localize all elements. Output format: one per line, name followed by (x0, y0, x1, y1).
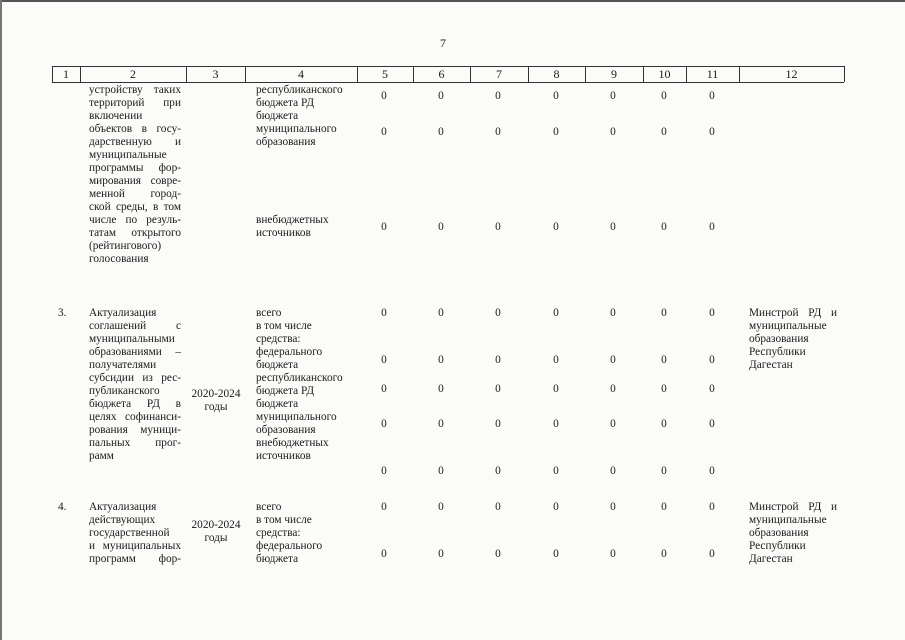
text-line: бюджета (256, 110, 299, 122)
value-cell: 0 (381, 354, 387, 366)
text-line: бюджета (256, 359, 299, 371)
header-col-10: 10 (658, 67, 671, 81)
description (89, 84, 181, 266)
text-line: республиканского (256, 84, 343, 96)
funding-source (256, 307, 356, 463)
text-line: муниципальные (89, 149, 167, 161)
value-cell: 0 (610, 418, 616, 430)
value-cell: 0 (553, 90, 559, 102)
text-line: муниципальными (89, 333, 175, 345)
value-cell: 0 (661, 418, 667, 430)
value-cell: 0 (661, 221, 667, 233)
value-cell: 0 (610, 354, 616, 366)
value-cell: 0 (709, 90, 715, 102)
text-line: муниципального (256, 411, 337, 423)
text-line: татам открытого (89, 227, 181, 239)
value-cell: 0 (610, 501, 616, 513)
text-line: менной город- (89, 188, 181, 200)
text-line: муниципальные (749, 320, 827, 332)
text-line: субсидии из рес- (89, 372, 181, 384)
value-cell: 0 (553, 548, 559, 560)
value-cell: 0 (495, 418, 501, 430)
text-line: программ фор- (89, 553, 181, 565)
text-line: муниципальные (749, 514, 827, 526)
header-col-6: 6 (438, 67, 445, 81)
value-cell: 0 (495, 465, 501, 477)
text-line: и муниципальных (89, 540, 181, 552)
header-col-1: 1 (63, 67, 69, 81)
value-cell: 0 (438, 548, 444, 560)
text-line: средства: (256, 527, 301, 539)
value-cell: 0 (553, 383, 559, 395)
text-line: источников (256, 227, 311, 239)
value-cell: 0 (438, 465, 444, 477)
text-line: Актуализация (89, 307, 157, 319)
header-col-7: 7 (496, 67, 502, 81)
value-cell: 0 (661, 465, 667, 477)
text-line: рамм (89, 450, 114, 462)
value-cell: 0 (381, 501, 387, 513)
text-line: бюджета РД (256, 97, 315, 109)
value-cell: 0 (661, 307, 667, 319)
text-line: Минстрой РД и (749, 307, 837, 319)
text-line: муниципального (256, 123, 337, 135)
value-cell: 0 (709, 418, 715, 430)
text-line: мирования совре- (89, 175, 181, 187)
value-cell: 0 (553, 465, 559, 477)
value-cell: 0 (381, 126, 387, 138)
header-col-8: 8 (553, 67, 560, 81)
text-line: образования (256, 136, 316, 148)
text-line: дарственную и (89, 136, 181, 148)
value-cell: 0 (661, 90, 667, 102)
funding-source (256, 501, 356, 566)
value-cell: 0 (553, 221, 559, 233)
value-cell: 0 (381, 383, 387, 395)
value-cell: 0 (610, 465, 616, 477)
text-line: в том числе (256, 320, 312, 332)
text-line: Дагестан (749, 553, 793, 565)
period (187, 519, 245, 545)
text-line: территорий при (89, 97, 181, 109)
value-cell: 0 (610, 90, 616, 102)
value-cell: 0 (438, 501, 444, 513)
value-cell: 0 (438, 90, 444, 102)
value-cell: 0 (661, 383, 667, 395)
header-col-2: 2 (130, 67, 136, 81)
value-cell: 0 (438, 418, 444, 430)
text-line: Минстрой РД и (749, 501, 837, 513)
description (89, 307, 181, 463)
text-line: Республики (749, 346, 806, 358)
text-line: включении (89, 110, 143, 122)
responsible (749, 307, 837, 372)
text-line: числе по резуль- (89, 214, 181, 226)
period (187, 388, 245, 414)
value-cell: 0 (661, 548, 667, 560)
value-cell: 0 (661, 354, 667, 366)
text-line: устройству таких (89, 84, 181, 96)
value-cell: 0 (381, 90, 387, 102)
value-cell: 0 (381, 221, 387, 233)
value-cell: 0 (438, 354, 444, 366)
value-cell: 0 (709, 126, 715, 138)
header-col-11: 11 (706, 67, 719, 81)
funding-source (256, 214, 356, 240)
value-cell: 0 (495, 221, 501, 233)
text-line: республиканского (256, 372, 343, 384)
text-line: 2020-2024 (191, 388, 241, 400)
text-line: бюджета (256, 553, 299, 565)
text-line: всего (256, 501, 282, 513)
scan-left-edge (0, 0, 2, 640)
value-cell: 0 (495, 90, 501, 102)
header-col-9: 9 (611, 67, 617, 81)
value-cell: 0 (495, 126, 501, 138)
responsible (749, 501, 837, 566)
text-line: получателями (89, 359, 157, 371)
value-cell: 0 (438, 307, 444, 319)
value-cell: 0 (495, 307, 501, 319)
text-line: (рейтингового) (89, 240, 162, 252)
header-col-12: 12 (785, 67, 798, 81)
value-cell: 0 (495, 501, 501, 513)
text-line: объектов в госу- (89, 123, 181, 135)
value-cell: 0 (610, 126, 616, 138)
text-line: в том числе (256, 514, 312, 526)
text-line: средства: (256, 333, 301, 345)
text-line: публиканского (89, 385, 160, 397)
value-cell: 0 (553, 126, 559, 138)
value-cell: 0 (553, 307, 559, 319)
text-line: пальных прог- (89, 437, 181, 449)
value-cell: 0 (381, 418, 387, 430)
col-border (844, 66, 845, 82)
funding-source (256, 84, 356, 149)
text-line: бюджета РД (256, 385, 315, 397)
text-line: действующих (89, 514, 156, 526)
text-line: государственной (89, 527, 170, 539)
text-line: источников (256, 450, 311, 462)
text-line: образования (749, 333, 809, 345)
value-cell: 0 (553, 418, 559, 430)
value-cell: 0 (709, 465, 715, 477)
header-bottom-border (52, 82, 844, 83)
text-line: федерального (256, 346, 323, 358)
text-line: программы фор- (89, 162, 181, 174)
value-cell: 0 (553, 354, 559, 366)
value-cell: 0 (709, 383, 715, 395)
text-line: голосования (89, 253, 149, 265)
value-cell: 0 (709, 501, 715, 513)
text-line: ской среды, в том (89, 201, 181, 213)
text-line: Актуализация (89, 501, 157, 513)
value-cell: 0 (381, 307, 387, 319)
text-line: годы (204, 532, 228, 544)
value-cell: 0 (381, 548, 387, 560)
value-cell: 0 (438, 126, 444, 138)
header-col-3: 3 (212, 67, 219, 81)
text-line: федерального (256, 540, 323, 552)
value-cell: 0 (495, 383, 501, 395)
text-line: бюджета РД в (89, 398, 181, 410)
text-line: бюджета (256, 398, 299, 410)
row-number: 3. (58, 307, 67, 319)
value-cell: 0 (661, 501, 667, 513)
value-cell: 0 (709, 221, 715, 233)
text-line: Республики (749, 540, 806, 552)
header-col-4: 4 (298, 67, 304, 81)
value-cell: 0 (610, 221, 616, 233)
value-cell: 0 (438, 221, 444, 233)
text-line: целях софинанси- (89, 411, 181, 423)
text-line: годы (204, 401, 228, 413)
text-line: образования (256, 424, 316, 436)
text-line: соглашений с (89, 320, 181, 332)
scan-top-edge (0, 0, 905, 2)
value-cell: 0 (610, 548, 616, 560)
text-line: 2020-2024 (191, 519, 241, 531)
value-cell: 0 (709, 354, 715, 366)
value-cell: 0 (495, 548, 501, 560)
value-cell: 0 (610, 383, 616, 395)
text-line: внебюджетных (256, 214, 329, 226)
value-cell: 0 (709, 548, 715, 560)
description (89, 501, 181, 566)
value-cell: 0 (553, 501, 559, 513)
text-line: внебюджетных (256, 437, 329, 449)
text-line: образования (749, 527, 809, 539)
value-cell: 0 (381, 465, 387, 477)
value-cell: 0 (661, 126, 667, 138)
text-line: Дагестан (749, 359, 793, 371)
text-line: образованиями – (89, 346, 181, 358)
value-cell: 0 (610, 307, 616, 319)
header-col-5: 5 (382, 67, 388, 81)
row-number: 4. (58, 501, 67, 513)
value-cell: 0 (438, 383, 444, 395)
value-cell: 0 (495, 354, 501, 366)
text-line: всего (256, 307, 282, 319)
text-line: рования муници- (89, 424, 181, 436)
value-cell: 0 (709, 307, 715, 319)
page-number: 7 (440, 36, 446, 50)
